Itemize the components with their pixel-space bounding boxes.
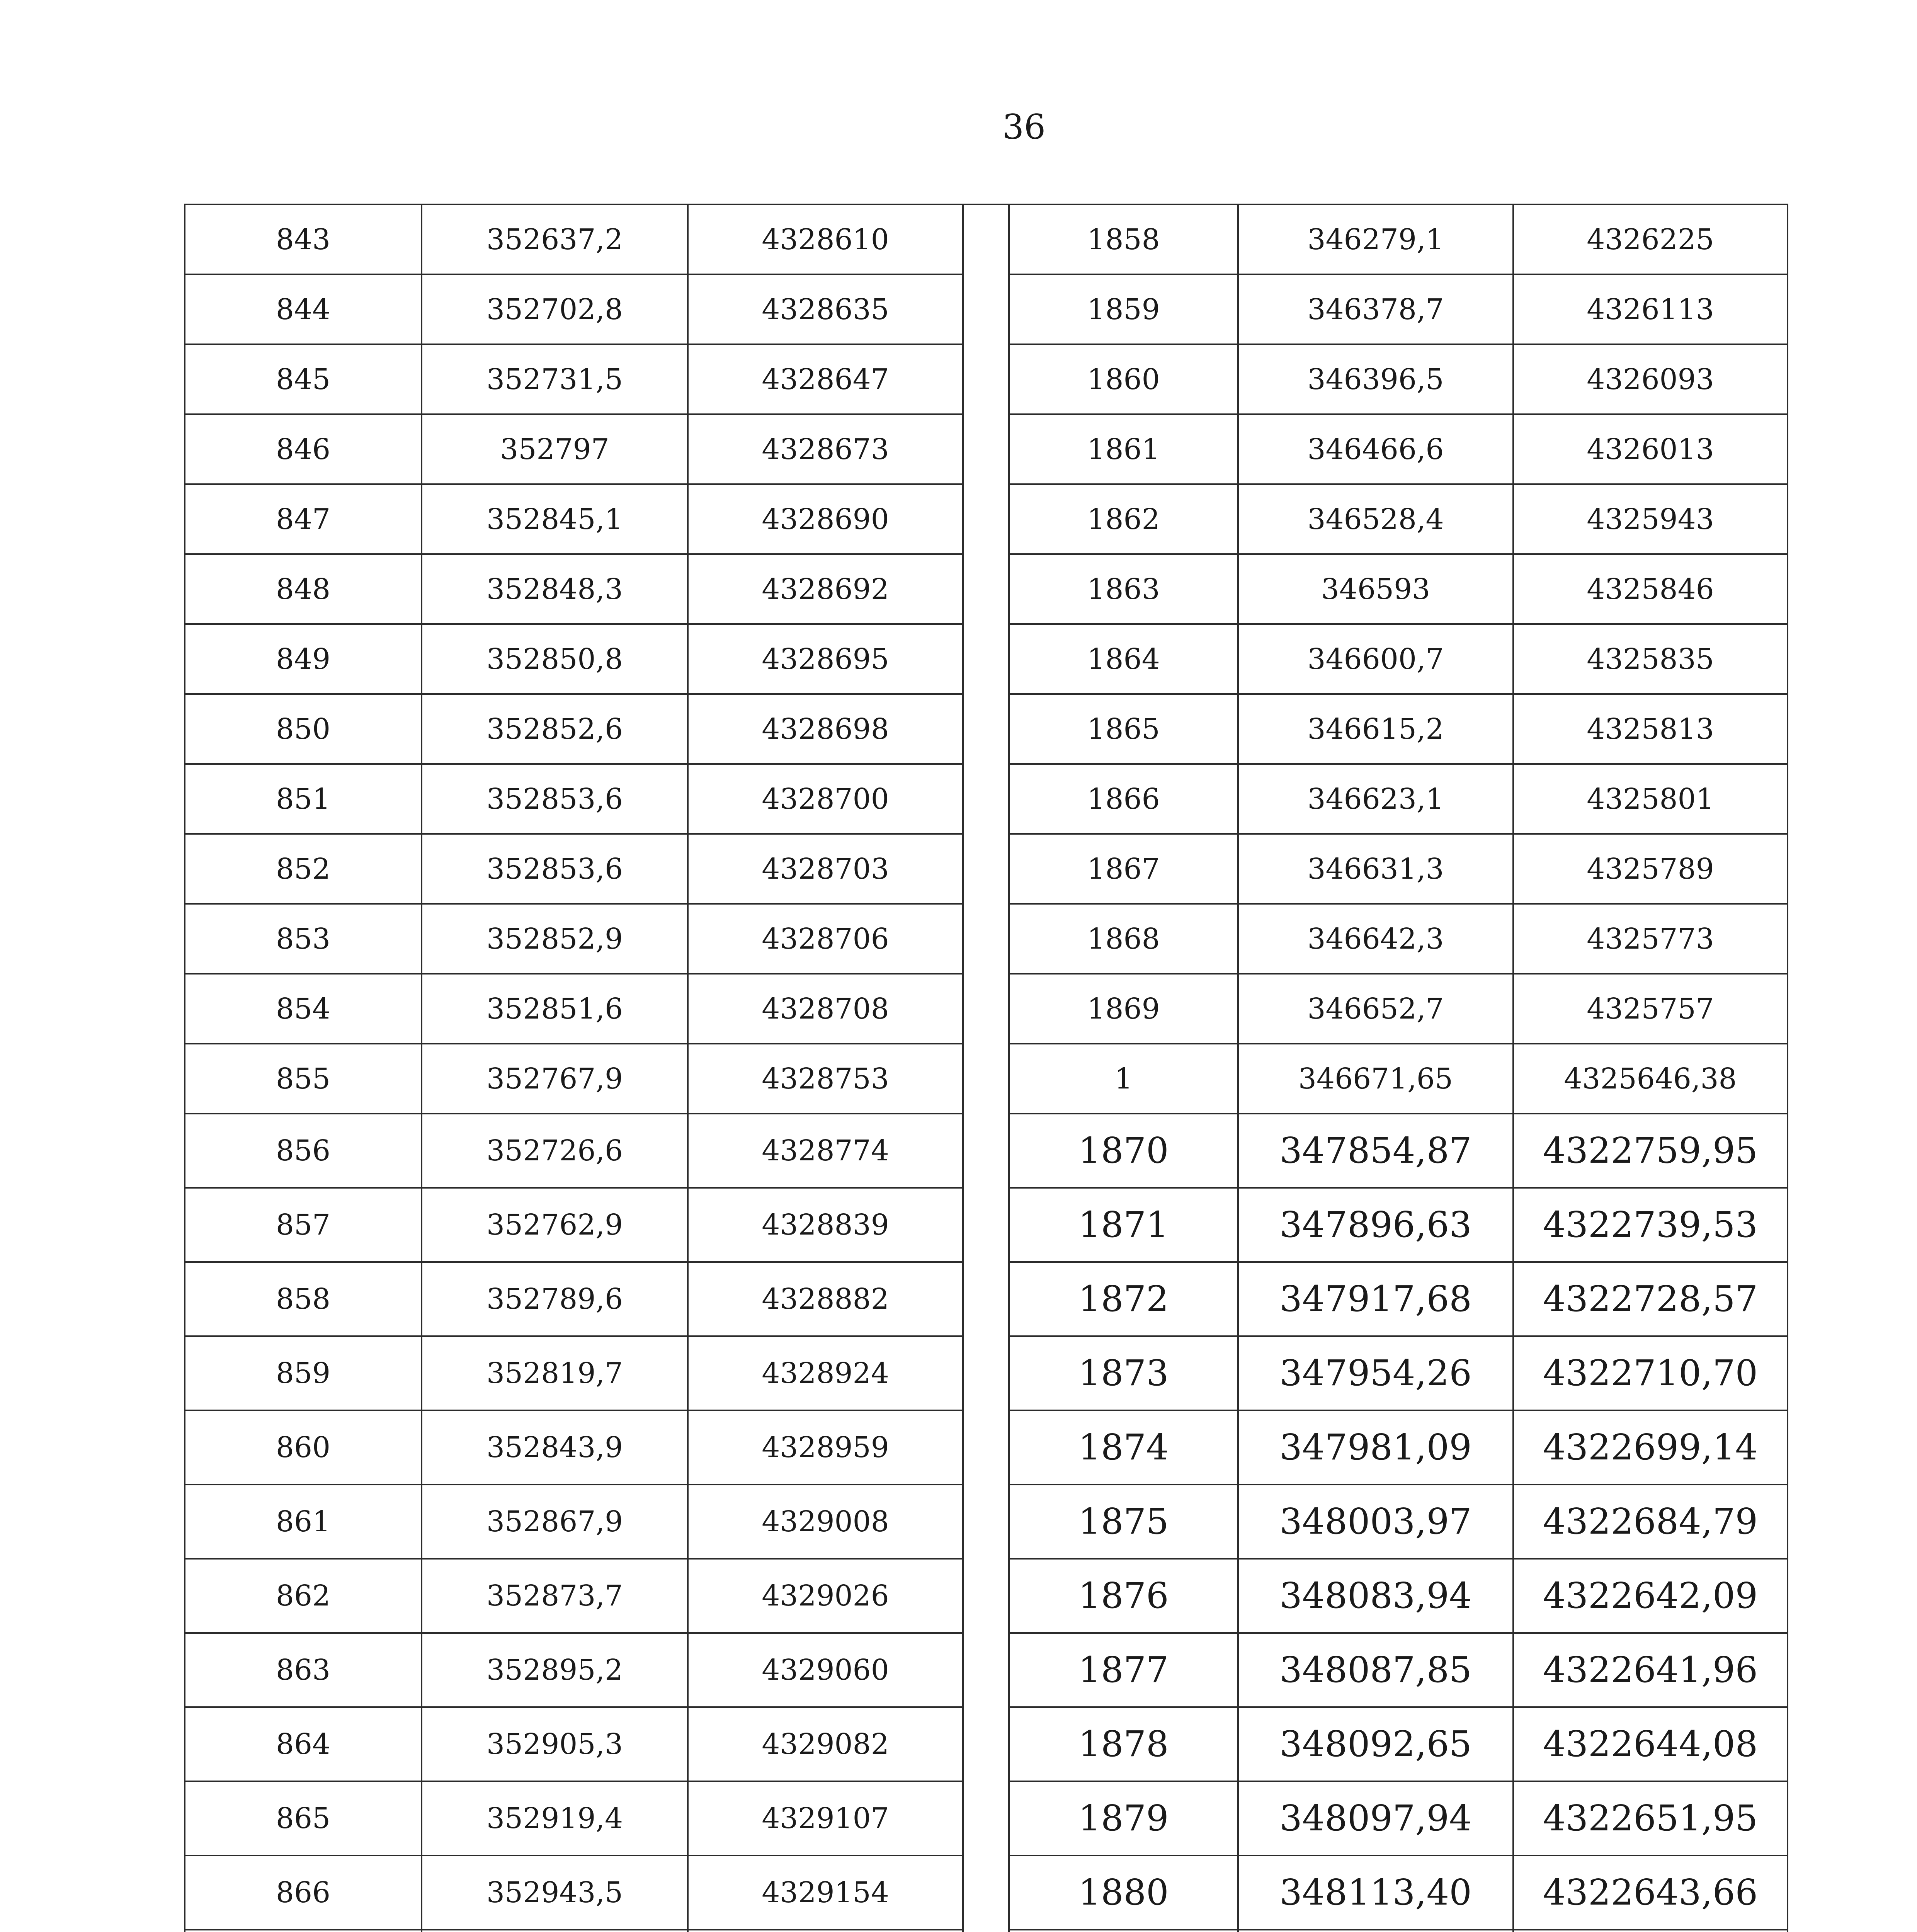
coordinates-table xyxy=(184,204,1788,1932)
page-number: 36 xyxy=(1002,107,1046,147)
right-y-coordinate: 4322684,79 xyxy=(1513,1485,1788,1559)
table-row xyxy=(185,1930,1788,1932)
column-gap xyxy=(963,274,1009,344)
right-x-coordinate: 346593 xyxy=(1238,554,1513,624)
left-point-number: 843 xyxy=(185,204,422,274)
column-gap xyxy=(963,694,1009,764)
left-x-coordinate: 352895,2 xyxy=(422,1633,688,1707)
right-x-coordinate: 346600,7 xyxy=(1238,624,1513,694)
right-x-coordinate: 348092,65 xyxy=(1238,1707,1513,1781)
table-row xyxy=(185,764,1788,834)
left-x-coordinate: 352850,8 xyxy=(422,624,688,694)
left-point-number: 849 xyxy=(185,624,422,694)
left-point-number: 865 xyxy=(185,1781,422,1855)
right-y-coordinate: 4325757 xyxy=(1513,974,1788,1044)
right-point-number: 1858 xyxy=(1009,204,1238,274)
right-y-coordinate: 4322642,09 xyxy=(1513,1559,1788,1633)
right-y-coordinate: 4325835 xyxy=(1513,624,1788,694)
right-y-coordinate: 4325773 xyxy=(1513,904,1788,974)
column-gap xyxy=(963,1410,1009,1485)
left-point-number: 863 xyxy=(185,1633,422,1707)
column-gap xyxy=(963,1633,1009,1707)
left-point-number: 862 xyxy=(185,1559,422,1633)
left-point-number: 845 xyxy=(185,344,422,414)
left-y-coordinate: 4328635 xyxy=(688,274,963,344)
left-y-coordinate: 4328753 xyxy=(688,1044,963,1114)
column-gap xyxy=(963,414,1009,484)
right-point-number: 1861 xyxy=(1009,414,1238,484)
left-x-coordinate: 352845,1 xyxy=(422,484,688,554)
right-x-coordinate: 346615,2 xyxy=(1238,694,1513,764)
column-gap xyxy=(963,834,1009,904)
left-y-coordinate: 4328839 xyxy=(688,1188,963,1262)
table-row xyxy=(185,1188,1788,1262)
left-x-coordinate: 352843,9 xyxy=(422,1410,688,1485)
column-gap xyxy=(963,1485,1009,1559)
column-gap xyxy=(963,1707,1009,1781)
left-point-number: 844 xyxy=(185,274,422,344)
right-x-coordinate: 346279,1 xyxy=(1238,204,1513,274)
right-x-coordinate: 346623,1 xyxy=(1238,764,1513,834)
right-y-coordinate: 4326093 xyxy=(1513,344,1788,414)
left-point-number: 860 xyxy=(185,1410,422,1485)
right-x-coordinate: 346528,4 xyxy=(1238,484,1513,554)
right-point-number: 1874 xyxy=(1009,1410,1238,1485)
right-x-coordinate: 347981,09 xyxy=(1238,1410,1513,1485)
left-x-coordinate: 352789,6 xyxy=(422,1262,688,1336)
column-gap xyxy=(963,1781,1009,1855)
left-x-coordinate: 352943,5 xyxy=(422,1855,688,1930)
left-x-coordinate: 352853,6 xyxy=(422,764,688,834)
column-gap xyxy=(963,554,1009,624)
left-y-coordinate: 4328959 xyxy=(688,1410,963,1485)
right-y-coordinate: 4322641,96 xyxy=(1513,1633,1788,1707)
right-x-coordinate: 346631,3 xyxy=(1238,834,1513,904)
right-point-number: 1878 xyxy=(1009,1707,1238,1781)
right-point-number: 1871 xyxy=(1009,1188,1238,1262)
left-y-coordinate: 4328610 xyxy=(688,204,963,274)
column-gap xyxy=(963,1262,1009,1336)
left-x-coordinate: 352731,5 xyxy=(422,344,688,414)
left-x-coordinate: 352853,6 xyxy=(422,834,688,904)
left-point-number: 858 xyxy=(185,1262,422,1336)
table-row xyxy=(185,1855,1788,1930)
right-y-coordinate: 4322759,95 xyxy=(1513,1114,1788,1188)
coordinates-table-body xyxy=(185,204,1788,1932)
left-y-coordinate xyxy=(688,1930,963,1932)
right-y-coordinate: 4325646,38 xyxy=(1513,1044,1788,1114)
right-x-coordinate: 346642,3 xyxy=(1238,904,1513,974)
left-x-coordinate: 352726,6 xyxy=(422,1114,688,1188)
table-row xyxy=(185,1410,1788,1485)
left-x-coordinate: 352702,8 xyxy=(422,274,688,344)
right-point-number: 1869 xyxy=(1009,974,1238,1044)
left-x-coordinate: 352797 xyxy=(422,414,688,484)
right-y-coordinate: 4322710,70 xyxy=(1513,1336,1788,1410)
left-point-number: 856 xyxy=(185,1114,422,1188)
right-y-coordinate: 4325846 xyxy=(1513,554,1788,624)
right-point-number: 1879 xyxy=(1009,1781,1238,1855)
right-x-coordinate: 346671,65 xyxy=(1238,1044,1513,1114)
left-point-number: 852 xyxy=(185,834,422,904)
right-x-coordinate: 347854,87 xyxy=(1238,1114,1513,1188)
column-gap xyxy=(963,1336,1009,1410)
right-point-number: 1868 xyxy=(1009,904,1238,974)
left-x-coordinate: 352848,3 xyxy=(422,554,688,624)
right-x-coordinate: 347917,68 xyxy=(1238,1262,1513,1336)
right-x-coordinate xyxy=(1238,1930,1513,1932)
right-x-coordinate: 348087,85 xyxy=(1238,1633,1513,1707)
table-row xyxy=(185,1044,1788,1114)
right-x-coordinate: 346466,6 xyxy=(1238,414,1513,484)
column-gap xyxy=(963,1114,1009,1188)
left-point-number: 848 xyxy=(185,554,422,624)
table-row xyxy=(185,1485,1788,1559)
column-gap xyxy=(963,344,1009,414)
left-y-coordinate: 4328698 xyxy=(688,694,963,764)
right-point-number: 1872 xyxy=(1009,1262,1238,1336)
right-y-coordinate: 4322651,95 xyxy=(1513,1781,1788,1855)
right-x-coordinate: 346378,7 xyxy=(1238,274,1513,344)
left-y-coordinate: 4328708 xyxy=(688,974,963,1044)
table-row xyxy=(185,344,1788,414)
right-y-coordinate: 4325801 xyxy=(1513,764,1788,834)
left-x-coordinate: 352905,3 xyxy=(422,1707,688,1781)
left-point-number: 846 xyxy=(185,414,422,484)
left-y-coordinate: 4329026 xyxy=(688,1559,963,1633)
right-y-coordinate: 4326013 xyxy=(1513,414,1788,484)
table-row xyxy=(185,274,1788,344)
left-x-coordinate: 352867,9 xyxy=(422,1485,688,1559)
left-y-coordinate: 4329107 xyxy=(688,1781,963,1855)
left-x-coordinate xyxy=(422,1930,688,1932)
right-point-number: 1873 xyxy=(1009,1336,1238,1410)
left-y-coordinate: 4328700 xyxy=(688,764,963,834)
right-y-coordinate: 4322739,53 xyxy=(1513,1188,1788,1262)
table-row xyxy=(185,484,1788,554)
column-gap xyxy=(963,764,1009,834)
column-gap xyxy=(963,1188,1009,1262)
right-x-coordinate: 348083,94 xyxy=(1238,1559,1513,1633)
right-point-number: 1870 xyxy=(1009,1114,1238,1188)
right-point-number: 1863 xyxy=(1009,554,1238,624)
left-x-coordinate: 352852,6 xyxy=(422,694,688,764)
left-y-coordinate: 4328774 xyxy=(688,1114,963,1188)
right-x-coordinate: 346652,7 xyxy=(1238,974,1513,1044)
table-row xyxy=(185,204,1788,274)
left-y-coordinate: 4328706 xyxy=(688,904,963,974)
left-y-coordinate: 4328690 xyxy=(688,484,963,554)
left-x-coordinate: 352919,4 xyxy=(422,1781,688,1855)
right-point-number: 1862 xyxy=(1009,484,1238,554)
left-y-coordinate: 4328882 xyxy=(688,1262,963,1336)
left-y-coordinate: 4328703 xyxy=(688,834,963,904)
table-row xyxy=(185,694,1788,764)
right-y-coordinate: 4322699,14 xyxy=(1513,1410,1788,1485)
left-y-coordinate: 4328924 xyxy=(688,1336,963,1410)
table-row xyxy=(185,1114,1788,1188)
left-y-coordinate: 4329154 xyxy=(688,1855,963,1930)
left-point-number: 847 xyxy=(185,484,422,554)
column-gap xyxy=(963,1559,1009,1633)
right-y-coordinate xyxy=(1513,1930,1788,1932)
left-x-coordinate: 352637,2 xyxy=(422,204,688,274)
right-point-number: 1876 xyxy=(1009,1559,1238,1633)
right-point-number: 1875 xyxy=(1009,1485,1238,1559)
right-y-coordinate: 4322644,08 xyxy=(1513,1707,1788,1781)
table-row xyxy=(185,1781,1788,1855)
right-y-coordinate: 4322643,66 xyxy=(1513,1855,1788,1930)
table-row xyxy=(185,624,1788,694)
left-y-coordinate: 4329082 xyxy=(688,1707,963,1781)
right-x-coordinate: 347896,63 xyxy=(1238,1188,1513,1262)
table-row xyxy=(185,1336,1788,1410)
left-point-number: 864 xyxy=(185,1707,422,1781)
right-x-coordinate: 347954,26 xyxy=(1238,1336,1513,1410)
right-x-coordinate: 348003,97 xyxy=(1238,1485,1513,1559)
left-y-coordinate: 4328673 xyxy=(688,414,963,484)
right-point-number: 1860 xyxy=(1009,344,1238,414)
right-x-coordinate: 346396,5 xyxy=(1238,344,1513,414)
left-point-number xyxy=(185,1930,422,1932)
right-y-coordinate: 4326225 xyxy=(1513,204,1788,274)
left-y-coordinate: 4329008 xyxy=(688,1485,963,1559)
table-row xyxy=(185,554,1788,624)
left-point-number: 854 xyxy=(185,974,422,1044)
left-y-coordinate: 4328695 xyxy=(688,624,963,694)
right-point-number: 1867 xyxy=(1009,834,1238,904)
right-point-number: 1880 xyxy=(1009,1855,1238,1930)
column-gap xyxy=(963,624,1009,694)
right-x-coordinate: 348113,40 xyxy=(1238,1855,1513,1930)
column-gap xyxy=(963,1930,1009,1932)
left-point-number: 850 xyxy=(185,694,422,764)
left-x-coordinate: 352852,9 xyxy=(422,904,688,974)
column-gap xyxy=(963,1855,1009,1930)
left-point-number: 866 xyxy=(185,1855,422,1930)
right-point-number: 1864 xyxy=(1009,624,1238,694)
right-point-number: 1859 xyxy=(1009,274,1238,344)
left-x-coordinate: 352873,7 xyxy=(422,1559,688,1633)
left-x-coordinate: 352762,9 xyxy=(422,1188,688,1262)
left-point-number: 853 xyxy=(185,904,422,974)
right-y-coordinate: 4322728,57 xyxy=(1513,1262,1788,1336)
left-y-coordinate: 4329060 xyxy=(688,1633,963,1707)
column-gap xyxy=(963,974,1009,1044)
left-y-coordinate: 4328692 xyxy=(688,554,963,624)
right-x-coordinate: 348097,94 xyxy=(1238,1781,1513,1855)
left-x-coordinate: 352851,6 xyxy=(422,974,688,1044)
left-point-number: 857 xyxy=(185,1188,422,1262)
table-row xyxy=(185,834,1788,904)
column-gap xyxy=(963,1044,1009,1114)
table-row xyxy=(185,1633,1788,1707)
table-row xyxy=(185,1707,1788,1781)
left-x-coordinate: 352819,7 xyxy=(422,1336,688,1410)
table-row xyxy=(185,1262,1788,1336)
column-gap xyxy=(963,904,1009,974)
column-gap xyxy=(963,204,1009,274)
table-row xyxy=(185,974,1788,1044)
table-row xyxy=(185,904,1788,974)
right-point-number: 1 xyxy=(1009,1044,1238,1114)
left-point-number: 859 xyxy=(185,1336,422,1410)
left-point-number: 855 xyxy=(185,1044,422,1114)
left-y-coordinate: 4328647 xyxy=(688,344,963,414)
right-point-number xyxy=(1009,1930,1238,1932)
right-y-coordinate: 4326113 xyxy=(1513,274,1788,344)
right-point-number: 1877 xyxy=(1009,1633,1238,1707)
right-y-coordinate: 4325789 xyxy=(1513,834,1788,904)
right-point-number: 1866 xyxy=(1009,764,1238,834)
table-row xyxy=(185,414,1788,484)
column-gap xyxy=(963,484,1009,554)
left-x-coordinate: 352767,9 xyxy=(422,1044,688,1114)
left-point-number: 861 xyxy=(185,1485,422,1559)
right-point-number: 1865 xyxy=(1009,694,1238,764)
right-y-coordinate: 4325943 xyxy=(1513,484,1788,554)
right-y-coordinate: 4325813 xyxy=(1513,694,1788,764)
left-point-number: 851 xyxy=(185,764,422,834)
table-row xyxy=(185,1559,1788,1633)
